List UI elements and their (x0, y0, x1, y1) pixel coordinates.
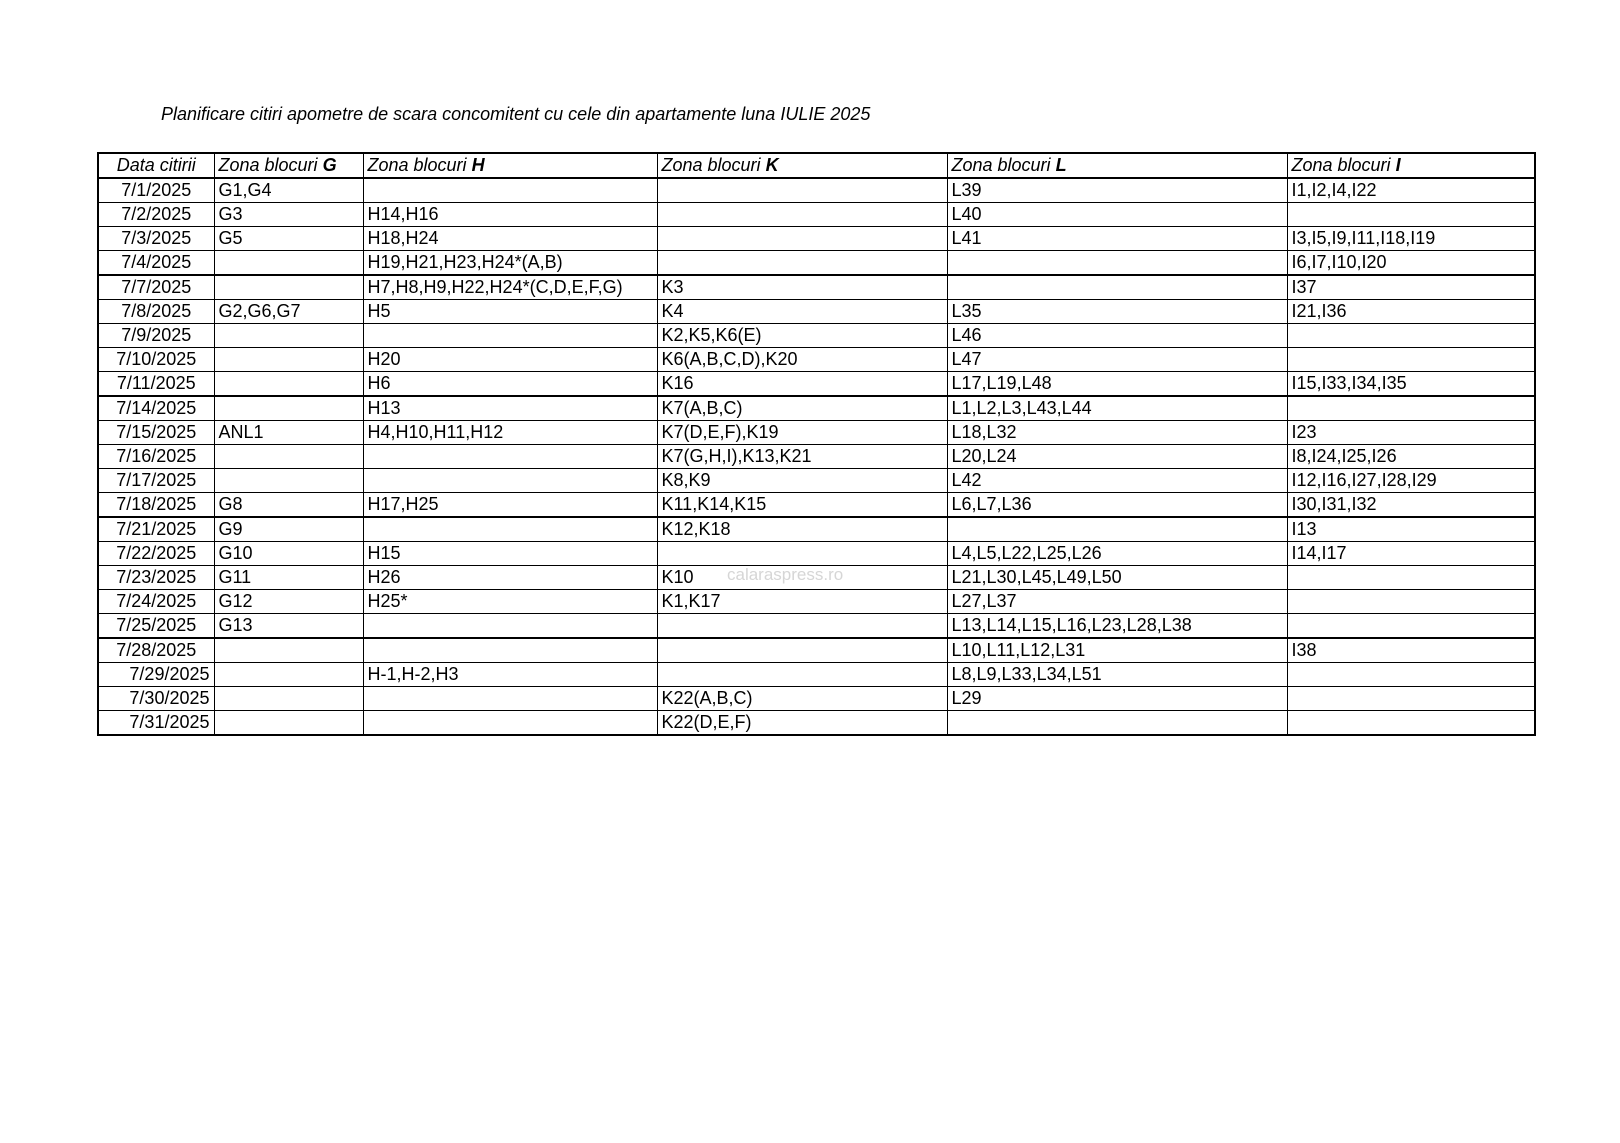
zone-i-cell (1287, 348, 1535, 372)
date-cell: 7/30/2025 (98, 687, 214, 711)
date-cell: 7/15/2025 (98, 421, 214, 445)
zone-k-cell (657, 251, 947, 276)
table-row (98, 590, 1535, 614)
zone-i-cell: I12,I16,I27,I28,I29 (1287, 469, 1535, 493)
table-row (98, 517, 1535, 542)
table-row (98, 663, 1535, 687)
zone-h-cell (363, 517, 657, 542)
date-cell: 7/10/2025 (98, 348, 214, 372)
zone-g-cell: G2,G6,G7 (214, 300, 363, 324)
header-zone-h: Zona blocuri H (363, 153, 657, 178)
zone-k-cell (657, 663, 947, 687)
date-cell: 7/28/2025 (98, 638, 214, 663)
zone-l-cell: L20,L24 (947, 445, 1287, 469)
table-row (98, 687, 1535, 711)
zone-k-cell: K3 (657, 275, 947, 300)
zone-g-cell: G5 (214, 227, 363, 251)
header-zone-g: Zona blocuri G (214, 153, 363, 178)
zone-h-cell (363, 614, 657, 639)
zone-g-cell (214, 663, 363, 687)
table-row (98, 203, 1535, 227)
table-row (98, 566, 1535, 590)
zone-i-cell: I37 (1287, 275, 1535, 300)
zone-i-cell: I15,I33,I34,I35 (1287, 372, 1535, 397)
date-cell: 7/2/2025 (98, 203, 214, 227)
zone-l-cell (947, 275, 1287, 300)
zone-l-cell (947, 251, 1287, 276)
zone-k-cell (657, 638, 947, 663)
zone-i-cell: I38 (1287, 638, 1535, 663)
zone-g-cell (214, 251, 363, 276)
date-cell: 7/22/2025 (98, 542, 214, 566)
zone-g-cell: G3 (214, 203, 363, 227)
document-title: Planificare citiri apometre de scara concomitent cu cele din apartamente luna IULIE 2025 (161, 104, 871, 124)
date-cell: 7/7/2025 (98, 275, 214, 300)
zone-k-cell: K4 (657, 300, 947, 324)
zone-h-cell: H18,H24 (363, 227, 657, 251)
date-cell: 7/31/2025 (98, 711, 214, 736)
zone-k-cell: K7(D,E,F),K19 (657, 421, 947, 445)
zone-i-cell (1287, 203, 1535, 227)
zone-l-cell: L46 (947, 324, 1287, 348)
zone-h-cell (363, 178, 657, 203)
zone-h-cell: H6 (363, 372, 657, 397)
zone-k-cell: K2,K5,K6(E) (657, 324, 947, 348)
date-cell: 7/16/2025 (98, 445, 214, 469)
table-row (98, 251, 1535, 276)
zone-g-cell (214, 324, 363, 348)
zone-k-cell: K10 (657, 566, 947, 590)
date-cell: 7/25/2025 (98, 614, 214, 639)
zone-l-cell: L18,L32 (947, 421, 1287, 445)
zone-l-cell: L21,L30,L45,L49,L50 (947, 566, 1287, 590)
reading-schedule-table (97, 152, 1536, 736)
table-row (98, 324, 1535, 348)
zone-k-cell: K11,K14,K15 (657, 493, 947, 518)
date-cell: 7/9/2025 (98, 324, 214, 348)
zone-g-cell: G11 (214, 566, 363, 590)
zone-i-cell: I14,I17 (1287, 542, 1535, 566)
zone-i-cell: I1,I2,I4,I22 (1287, 178, 1535, 203)
zone-k-cell: K6(A,B,C,D),K20 (657, 348, 947, 372)
date-cell: 7/3/2025 (98, 227, 214, 251)
zone-k-cell (657, 614, 947, 639)
table-row (98, 542, 1535, 566)
table-row (98, 178, 1535, 203)
zone-k-cell: K7(G,H,I),K13,K21 (657, 445, 947, 469)
date-cell: 7/29/2025 (98, 663, 214, 687)
table-row (98, 711, 1535, 736)
table-row (98, 493, 1535, 518)
zone-h-cell (363, 711, 657, 736)
date-cell: 7/14/2025 (98, 396, 214, 421)
zone-g-cell (214, 469, 363, 493)
table-row (98, 227, 1535, 251)
table-row (98, 372, 1535, 397)
table-row (98, 348, 1535, 372)
zone-k-cell: K22(A,B,C) (657, 687, 947, 711)
zone-k-cell: K7(A,B,C) (657, 396, 947, 421)
table-row (98, 445, 1535, 469)
table-row (98, 638, 1535, 663)
zone-g-cell (214, 638, 363, 663)
zone-i-cell: I6,I7,I10,I20 (1287, 251, 1535, 276)
zone-h-cell (363, 687, 657, 711)
date-cell: 7/11/2025 (98, 372, 214, 397)
zone-l-cell: L29 (947, 687, 1287, 711)
table-row (98, 275, 1535, 300)
zone-h-cell: H25* (363, 590, 657, 614)
zone-l-cell: L40 (947, 203, 1287, 227)
zone-h-cell: H15 (363, 542, 657, 566)
zone-h-cell: H-1,H-2,H3 (363, 663, 657, 687)
zone-i-cell: I8,I24,I25,I26 (1287, 445, 1535, 469)
zone-i-cell: I13 (1287, 517, 1535, 542)
date-cell: 7/24/2025 (98, 590, 214, 614)
table-row (98, 421, 1535, 445)
zone-k-cell: K16 (657, 372, 947, 397)
table-row (98, 614, 1535, 639)
zone-h-cell: H4,H10,H11,H12 (363, 421, 657, 445)
zone-i-cell (1287, 324, 1535, 348)
zone-h-cell: H7,H8,H9,H22,H24*(C,D,E,F,G) (363, 275, 657, 300)
zone-l-cell: L8,L9,L33,L34,L51 (947, 663, 1287, 687)
zone-k-cell (657, 542, 947, 566)
zone-k-cell (657, 227, 947, 251)
zone-i-cell (1287, 566, 1535, 590)
zone-g-cell (214, 445, 363, 469)
zone-i-cell (1287, 663, 1535, 687)
date-cell: 7/21/2025 (98, 517, 214, 542)
zone-l-cell: L6,L7,L36 (947, 493, 1287, 518)
table-row (98, 396, 1535, 421)
zone-g-cell (214, 348, 363, 372)
zone-g-cell (214, 372, 363, 397)
zone-i-cell (1287, 590, 1535, 614)
zone-g-cell (214, 687, 363, 711)
zone-i-cell (1287, 614, 1535, 639)
zone-l-cell: L41 (947, 227, 1287, 251)
zone-g-cell: G9 (214, 517, 363, 542)
zone-g-cell: G8 (214, 493, 363, 518)
zone-h-cell (363, 469, 657, 493)
zone-l-cell: L4,L5,L22,L25,L26 (947, 542, 1287, 566)
table-row (98, 469, 1535, 493)
zone-k-cell: K1,K17 (657, 590, 947, 614)
zone-l-cell: L47 (947, 348, 1287, 372)
zone-g-cell (214, 275, 363, 300)
zone-l-cell: L39 (947, 178, 1287, 203)
zone-l-cell: L1,L2,L3,L43,L44 (947, 396, 1287, 421)
zone-k-cell: K22(D,E,F) (657, 711, 947, 736)
zone-l-cell: L10,L11,L12,L31 (947, 638, 1287, 663)
date-cell: 7/1/2025 (98, 178, 214, 203)
zone-k-cell (657, 203, 947, 227)
zone-g-cell: ANL1 (214, 421, 363, 445)
zone-h-cell (363, 445, 657, 469)
zone-l-cell (947, 711, 1287, 736)
zone-i-cell: I3,I5,I9,I11,I18,I19 (1287, 227, 1535, 251)
header-row (98, 153, 1535, 178)
date-cell: 7/17/2025 (98, 469, 214, 493)
zone-h-cell: H5 (363, 300, 657, 324)
date-cell: 7/18/2025 (98, 493, 214, 518)
zone-k-cell (657, 178, 947, 203)
zone-g-cell (214, 711, 363, 736)
date-cell: 7/23/2025 (98, 566, 214, 590)
zone-g-cell: G10 (214, 542, 363, 566)
zone-h-cell (363, 324, 657, 348)
header-zone-i: Zona blocuri I (1287, 153, 1535, 178)
header-zone-l: Zona blocuri L (947, 153, 1287, 178)
zone-g-cell (214, 396, 363, 421)
zone-i-cell (1287, 711, 1535, 736)
zone-i-cell: I23 (1287, 421, 1535, 445)
header-date: Data citirii (98, 153, 214, 178)
zone-h-cell: H17,H25 (363, 493, 657, 518)
zone-g-cell: G1,G4 (214, 178, 363, 203)
zone-i-cell: I21,I36 (1287, 300, 1535, 324)
date-cell: 7/4/2025 (98, 251, 214, 276)
zone-g-cell: G13 (214, 614, 363, 639)
watermark-text: calaraspress.ro (727, 565, 844, 584)
zone-h-cell: H13 (363, 396, 657, 421)
zone-h-cell: H14,H16 (363, 203, 657, 227)
zone-h-cell: H19,H21,H23,H24*(A,B) (363, 251, 657, 276)
zone-h-cell: H20 (363, 348, 657, 372)
zone-l-cell: L35 (947, 300, 1287, 324)
zone-k-cell: K8,K9 (657, 469, 947, 493)
zone-h-cell: H26 (363, 566, 657, 590)
zone-l-cell (947, 517, 1287, 542)
zone-i-cell (1287, 396, 1535, 421)
zone-l-cell: L17,L19,L48 (947, 372, 1287, 397)
header-zone-k: Zona blocuri K (657, 153, 947, 178)
zone-l-cell: L27,L37 (947, 590, 1287, 614)
zone-g-cell: G12 (214, 590, 363, 614)
zone-i-cell (1287, 687, 1535, 711)
zone-k-cell: K12,K18 (657, 517, 947, 542)
zone-l-cell: L42 (947, 469, 1287, 493)
date-cell: 7/8/2025 (98, 300, 214, 324)
zone-h-cell (363, 638, 657, 663)
table-row (98, 300, 1535, 324)
zone-l-cell: L13,L14,L15,L16,L23,L28,L38 (947, 614, 1287, 639)
zone-i-cell: I30,I31,I32 (1287, 493, 1535, 518)
